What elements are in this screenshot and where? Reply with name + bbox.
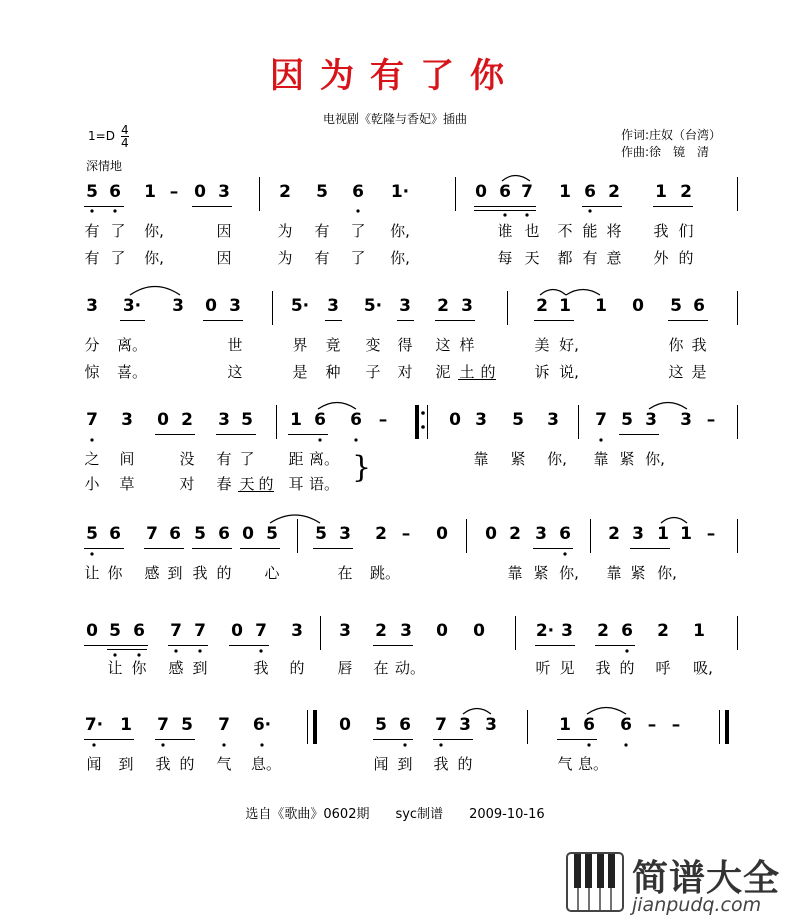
note: 1 [559, 182, 571, 202]
lyric: 美 [534, 336, 550, 354]
note: 3 [218, 182, 230, 202]
note: 5 [670, 296, 682, 316]
note: 0 [339, 715, 351, 735]
lyric: 这 [227, 363, 243, 381]
note: 5· [290, 296, 310, 316]
lyric: 为 [277, 222, 293, 240]
note: 2 [375, 621, 387, 641]
lyric: 将 [606, 222, 622, 240]
lyric: 的 [678, 249, 694, 267]
note: 3 [632, 524, 644, 544]
lyric: 紧 [619, 450, 635, 468]
note: 0 [632, 296, 644, 316]
note: 3 [339, 621, 351, 641]
lyric: 靠 [473, 450, 489, 468]
lyric: 我 [595, 659, 611, 677]
lyric: 谁 [497, 222, 513, 240]
lyric: 因 [216, 249, 232, 267]
logo-text: 简谱大全 [632, 858, 781, 899]
lyric: 都 [557, 249, 573, 267]
note: 2 [375, 524, 387, 544]
lyric: 唇 [337, 659, 353, 677]
note: 3 [218, 410, 230, 430]
lyric: 意 [606, 249, 622, 267]
lyric: 对 [179, 475, 195, 493]
note: – [706, 524, 716, 544]
lyric: 是 [691, 363, 707, 381]
note: 1 [559, 296, 571, 316]
note: 5 [181, 715, 193, 735]
lyric: 为 [277, 249, 293, 267]
lyric: 的 [457, 755, 473, 773]
note: 3 [547, 410, 559, 430]
note: 2 [279, 182, 291, 202]
lyric: 因 [216, 222, 232, 240]
lyric: 离。 [116, 336, 148, 354]
lyric: 靠 [593, 450, 609, 468]
note: 1 [680, 524, 692, 544]
lyric: 到 [192, 659, 208, 677]
note: 2 [680, 182, 692, 202]
lyric: 之 [84, 450, 100, 468]
lyric: 的 [289, 659, 305, 677]
note: 3 [399, 296, 411, 316]
note: 3 [172, 296, 184, 316]
note: 6 [583, 715, 595, 735]
note: 6 [559, 524, 571, 544]
lyric: 息。 [250, 755, 282, 773]
lyric: 春 [216, 475, 232, 493]
lyric: 外 [653, 249, 669, 267]
note: 3 [229, 296, 241, 316]
note: 3 [485, 715, 497, 735]
note: 3 [339, 524, 351, 544]
lyric: 世 [227, 336, 243, 354]
lyric: 的 [480, 363, 496, 381]
note: – [706, 410, 716, 430]
note: 3 [645, 410, 657, 430]
lyric: 天 [524, 249, 540, 267]
note: 3 [291, 621, 303, 641]
note: 7 [157, 715, 169, 735]
lyric: 我 [192, 564, 208, 582]
lyric: 们 [678, 222, 694, 240]
note: 2 [608, 524, 620, 544]
note: 0 [242, 524, 254, 544]
note: 0 [436, 524, 448, 544]
note: 6 [169, 524, 181, 544]
note: 6 [399, 715, 411, 735]
note: 7 [170, 621, 182, 641]
note: 0 [475, 182, 487, 202]
note: 5· [363, 296, 383, 316]
lyric: 在 [337, 564, 353, 582]
note: – [378, 410, 388, 430]
lyric: 到 [167, 564, 183, 582]
lyricist-credit: 作词:庄奴（台湾） [621, 128, 722, 142]
lyric: 你, [144, 222, 164, 240]
lyric: 距 [288, 450, 304, 468]
lyric: 你, [144, 249, 164, 267]
note: 7 [86, 410, 98, 430]
lyric: 吸, [693, 659, 713, 677]
lyric: 种 [325, 363, 341, 381]
note: 6 [584, 182, 596, 202]
lyric: 你, [390, 249, 410, 267]
lyric: 是 [292, 363, 308, 381]
note: 7· [84, 715, 104, 735]
lyric: 这 [435, 336, 451, 354]
lyric: 你, [390, 222, 410, 240]
note: 0 [449, 410, 461, 430]
lyric: 子 [365, 363, 381, 381]
note: 1 [595, 296, 607, 316]
note: 6 [218, 524, 230, 544]
note: 6 [314, 410, 326, 430]
note: 0 [157, 410, 169, 430]
lyric: 说, [559, 363, 579, 381]
lyric: 间 [119, 450, 135, 468]
note: 3 [680, 410, 692, 430]
note: 6 [352, 182, 364, 202]
lyric: 分 [84, 336, 100, 354]
lyric: 这 [668, 363, 684, 381]
lyric: 对 [397, 363, 413, 381]
note: 2 [597, 621, 609, 641]
note: 0 [436, 621, 448, 641]
note: 5 [86, 524, 98, 544]
lyric: 你, [559, 564, 579, 582]
lyric: 了 [350, 249, 366, 267]
lyric: 不 [557, 222, 573, 240]
lyric: 息。 [577, 755, 609, 773]
note: 6 [109, 182, 121, 202]
note: 2 [608, 182, 620, 202]
note: 5 [621, 410, 633, 430]
note: 1· [390, 182, 410, 202]
note: 5 [315, 524, 327, 544]
lyric: 好, [559, 336, 579, 354]
lyric: 你, [547, 450, 567, 468]
note: 1 [290, 410, 302, 430]
note: 3 [327, 296, 339, 316]
lyric: 心 [264, 564, 280, 582]
composer-credit: 作曲:徐 镜 清 [621, 145, 710, 159]
lyric: 小 [84, 475, 100, 493]
lyric: 诉 [534, 363, 550, 381]
lyric: 气 [557, 755, 573, 773]
note: 7 [521, 182, 533, 202]
source-footer: 选自《歌曲》0602期 syc制谱 2009-10-16 [245, 807, 545, 822]
note: 3 [475, 410, 487, 430]
lyric: 闻 [373, 755, 389, 773]
note: 1 [657, 524, 669, 544]
note: 5 [86, 182, 98, 202]
note: 3 [459, 715, 471, 735]
lyric: 的 [179, 755, 195, 773]
note: 2 [657, 621, 669, 641]
note: – [169, 182, 179, 202]
song-subtitle: 电视剧《乾隆与香妃》插曲 [322, 112, 467, 126]
lyric: 靠 [507, 564, 523, 582]
lyric: 在 [373, 659, 389, 677]
lyric: 喜。 [116, 363, 148, 381]
note: 7 [435, 715, 447, 735]
tempo-marking: 深情地 [86, 159, 123, 173]
note: 6 [693, 296, 705, 316]
note: 1 [559, 715, 571, 735]
note: 0 [194, 182, 206, 202]
lyric: 让 [107, 659, 123, 677]
note: 1 [120, 715, 132, 735]
lyric: 我 [253, 659, 269, 677]
lyric: 的 [216, 564, 232, 582]
lyric: 有 [314, 222, 330, 240]
lyric: 到 [397, 755, 413, 773]
note: – [647, 715, 657, 735]
note: 2 [536, 296, 548, 316]
note: 3 [561, 621, 573, 641]
note: 7 [218, 715, 230, 735]
note: 0 [205, 296, 217, 316]
lyric: 我 [653, 222, 669, 240]
piano-keys-icon [566, 852, 626, 914]
key-label: 1=D [88, 129, 115, 143]
lyric: 你 [107, 564, 123, 582]
lyric: 感 [144, 564, 160, 582]
note: 0 [231, 621, 243, 641]
lyric: 有 [314, 249, 330, 267]
lyric: 了 [110, 222, 126, 240]
note: 6 [109, 524, 121, 544]
note: 5 [109, 621, 121, 641]
lyric: 每 [497, 249, 513, 267]
lyric: 我 [155, 755, 171, 773]
lyric: 气 [216, 755, 232, 773]
lyric: 感 [168, 659, 184, 677]
note: – [671, 715, 681, 735]
note: 0 [473, 621, 485, 641]
lyric: 土 [459, 363, 475, 381]
note: 7 [595, 410, 607, 430]
lyric: 我 [433, 755, 449, 773]
lyric: 样 [459, 336, 475, 354]
note: 2 [181, 410, 193, 430]
lyric: 紧 [510, 450, 526, 468]
note: 5 [316, 182, 328, 202]
time-sig-top: 4 [120, 123, 129, 137]
note: 6 [620, 715, 632, 735]
lyric: 能 [582, 222, 598, 240]
lyric: 没 [179, 450, 195, 468]
lyric: 紧 [533, 564, 549, 582]
lyric: 得 [397, 336, 413, 354]
note: 1 [144, 182, 156, 202]
note: 6 [133, 621, 145, 641]
note: 0 [86, 621, 98, 641]
lyric: 天 [239, 475, 255, 493]
lyric: 你 [131, 659, 147, 677]
lyric: 你, [657, 564, 677, 582]
lyric: 紧 [630, 564, 646, 582]
site-logo [566, 848, 790, 918]
lyric: 你, [645, 450, 665, 468]
lyric: 听 [535, 659, 551, 677]
note: 7 [146, 524, 158, 544]
lyric: 动。 [394, 659, 426, 677]
lyric: 泥 [435, 363, 451, 381]
lyric: 的 [619, 659, 635, 677]
note: 6 [621, 621, 633, 641]
lyric: 草 [119, 475, 135, 493]
note: 2· [535, 621, 555, 641]
note: 6 [499, 182, 511, 202]
lyric: 呼 [655, 659, 671, 677]
lyric: 你 [668, 336, 684, 354]
lyric: 到 [118, 755, 134, 773]
lyric: 耳 [288, 475, 304, 493]
lyric: 靠 [606, 564, 622, 582]
lyric: 有 [84, 249, 100, 267]
lyric: 界 [292, 336, 308, 354]
note: 3 [400, 621, 412, 641]
note: 1 [655, 182, 667, 202]
note: 5 [194, 524, 206, 544]
lyric: 了 [350, 222, 366, 240]
lyric: 语。 [308, 475, 340, 493]
lyric: 了 [239, 450, 255, 468]
lyric: 变 [365, 336, 381, 354]
note: 3· [122, 296, 142, 316]
note: 3 [121, 410, 133, 430]
lyric: 我 [691, 336, 707, 354]
note: 2 [437, 296, 449, 316]
lyric: 有 [84, 222, 100, 240]
note: 7 [194, 621, 206, 641]
lyric: 让 [84, 564, 100, 582]
lyric: 的 [258, 475, 274, 493]
note: 7 [255, 621, 267, 641]
lyric: 竟 [325, 336, 341, 354]
note: 3 [86, 296, 98, 316]
lyric: 了 [110, 249, 126, 267]
lyric: 闻 [86, 755, 102, 773]
note: 6 [350, 410, 362, 430]
note: 5 [266, 524, 278, 544]
time-sig-bottom: 4 [120, 136, 129, 150]
note: 2 [509, 524, 521, 544]
note: 5 [512, 410, 524, 430]
lyric: 离。 [308, 450, 340, 468]
note: 1 [693, 621, 705, 641]
verse-brace: } [352, 450, 372, 485]
lyric: 也 [524, 222, 540, 240]
lyric: 有 [216, 450, 232, 468]
note: 3 [535, 524, 547, 544]
lyric: 惊 [84, 363, 100, 381]
note: 5 [241, 410, 253, 430]
note: 0 [485, 524, 497, 544]
lyric: 有 [582, 249, 598, 267]
note: 6· [252, 715, 272, 735]
note: – [401, 524, 411, 544]
song-title: 因为有了你 [270, 56, 520, 96]
lyric: 跳。 [369, 564, 401, 582]
logo-url: jianpudq.com [632, 894, 762, 916]
note: 5 [375, 715, 387, 735]
note: 3 [461, 296, 473, 316]
lyric: 见 [559, 659, 575, 677]
